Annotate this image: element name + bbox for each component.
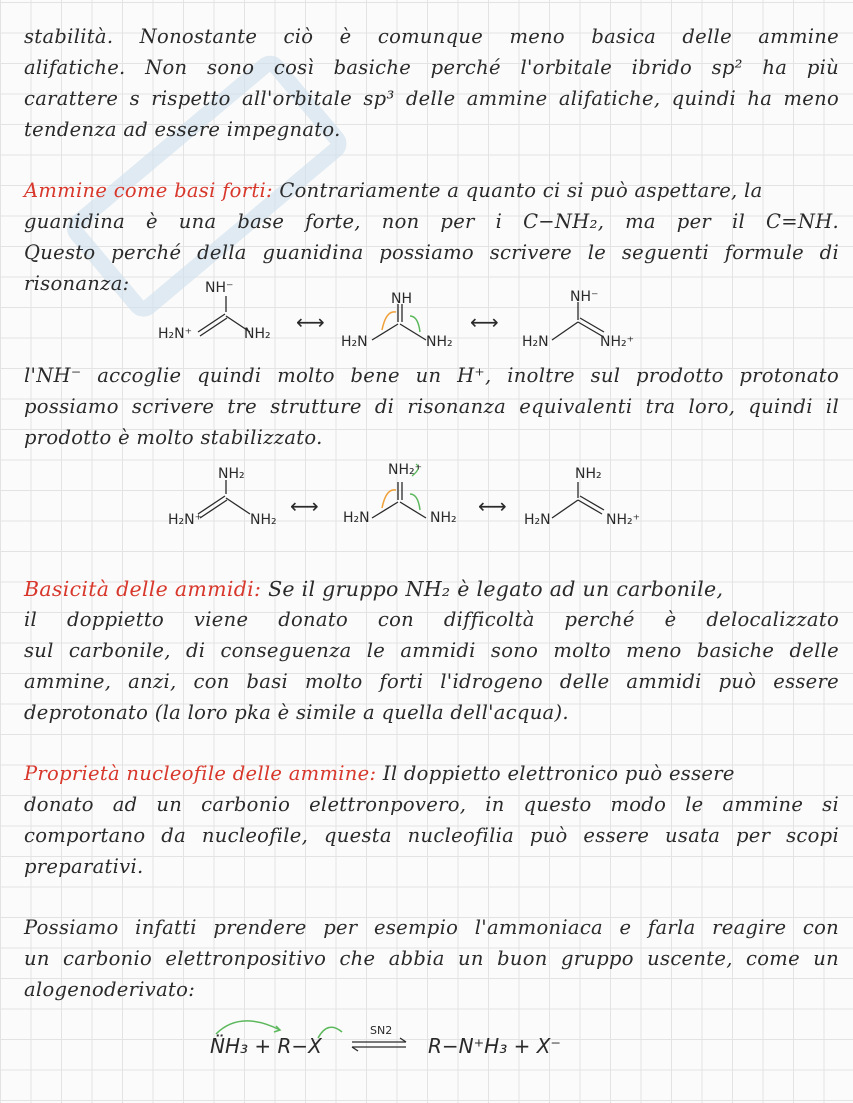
nh2-label: NH₂ <box>430 510 457 526</box>
product-label: R−N⁺H₃ + X⁻ <box>428 1034 561 1058</box>
h2n-label: H₂N <box>341 334 368 350</box>
h2n-plus-label: H₂N⁺ <box>168 512 203 528</box>
nh2-label: NH₂ <box>218 466 245 482</box>
nh2-plus-label: NH₂⁺ <box>606 512 641 528</box>
text-line: comportano da nucleofile, questa nucleofilia può essere usata per scopi <box>24 824 839 847</box>
text-line: stabilità. Nonostante ciò è comunque meno basica delle ammine <box>24 25 839 48</box>
text-line: l'NH⁻ accoglie quindi molto bene un H⁺, inoltre sul prodotto protonato <box>24 364 839 387</box>
resonance-arrow: ⟷ <box>470 310 499 334</box>
text-line: preparativi. <box>24 855 144 878</box>
h2n-label: H₂N <box>524 512 551 528</box>
nh2-label: NH₂ <box>250 512 277 528</box>
text-line: deprotonato (la loro pka è simile a quella dell'acqua). <box>24 701 569 724</box>
h2n-plus-label: H₂N⁺ <box>158 326 193 342</box>
resonance-arrow: ⟷ <box>290 494 319 518</box>
section-heading: Ammine come basi forti: <box>24 179 273 202</box>
h2n-label: H₂N <box>522 334 549 350</box>
text-line: Questo perché della guanidina possiamo scrivere le seguenti formule di <box>24 241 839 264</box>
text-line: alifatiche. Non sono così basiche perché l'orbitale ibrido sp² ha più <box>24 56 839 79</box>
sn2-condition-label: SN2 <box>370 1024 393 1037</box>
text-line: alogenoderivato: <box>24 978 196 1001</box>
text-line: Proprietà nucleofile delle ammine: Il doppietto elettronico può essere <box>24 762 735 785</box>
text-line: il doppietto viene donato con difficoltà perché è delocalizzato <box>24 608 839 631</box>
text-line: tendenza ad essere impegnato. <box>24 118 341 141</box>
text-line: possiamo scrivere tre strutture di risonanza equivalenti tra loro, quindi il <box>24 395 839 418</box>
text-line: sul carbonile, di conseguenza le ammidi sono molto meno basiche delle <box>24 639 839 662</box>
resonance-arrow: ⟷ <box>478 494 507 518</box>
text-line: guanidina è una base forte, non per i C−NH₂, ma per il C=NH. <box>24 210 839 233</box>
text-line: risonanza: <box>24 272 130 295</box>
text-line: donato ad un carbonio elettronpovero, in questo modo le ammine si <box>24 793 839 816</box>
nh-minus-label: NH⁻ <box>570 289 599 305</box>
text-line: un carbonio elettronpositivo che abbia un buon gruppo uscente, come un <box>24 947 839 970</box>
text-line: Ammine come basi forti: Contrariamente a quanto ci si può aspettare, la <box>24 179 763 202</box>
nh2-label: NH₂ <box>244 326 271 342</box>
text-line: Basicità delle ammidi: Se il gruppo NH₂ è legato ad un carbonile, <box>24 577 724 601</box>
reactant-label: N̈H₃ + R−X <box>210 1034 322 1058</box>
text-line: Possiamo infatti prendere per esempio l'ammoniaca e farla reagire con <box>24 916 839 939</box>
text-line: carattere s rispetto all'orbitale sp³ delle ammine alifatiche, quindi ha meno <box>24 87 839 110</box>
section-heading: Proprietà nucleofile delle ammine: <box>24 762 377 785</box>
nh2-plus-label: NH₂⁺ <box>388 462 423 478</box>
resonance-arrow: ⟷ <box>296 310 325 334</box>
nh2-label: NH₂ <box>575 466 602 482</box>
nh2-plus-label: NH₂⁺ <box>600 334 635 350</box>
text-line: prodotto è molto stabilizzato. <box>24 426 323 449</box>
nh-minus-label: NH⁻ <box>205 280 234 296</box>
nh2-label: NH₂ <box>426 334 453 350</box>
text-line: ammine, anzi, con basi molto forti l'idrogeno delle ammidi può essere <box>24 670 839 693</box>
nh-label: NH <box>391 291 412 307</box>
h2n-label: H₂N <box>343 510 370 526</box>
section-heading: Basicità delle ammidi: <box>24 577 262 601</box>
